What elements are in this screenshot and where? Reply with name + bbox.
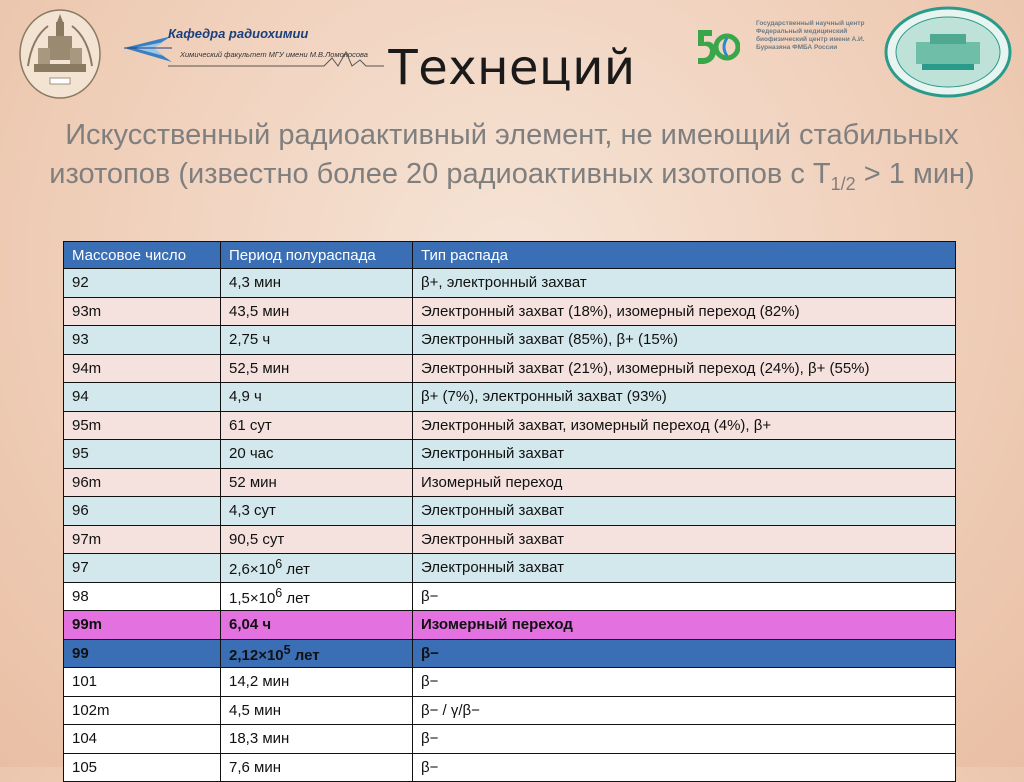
- half-life-unit: лет: [290, 646, 320, 664]
- mass-cell: 94: [64, 383, 221, 412]
- half-life-cell: 43,5 мин: [221, 297, 413, 326]
- half-life-mantissa: 1,5×10: [229, 589, 276, 607]
- table-row: [64, 525, 956, 554]
- table-row: [64, 297, 956, 326]
- half-life-cell: [221, 582, 413, 611]
- decay-cell: Электронный захват: [413, 440, 956, 469]
- table-row: [64, 354, 956, 383]
- half-life-cell: 4,3 сут: [221, 497, 413, 526]
- table-row: [64, 554, 956, 583]
- column-header-decay: Тип распада: [413, 242, 956, 269]
- mass-cell: 102m: [64, 696, 221, 725]
- mass-cell: 101: [64, 668, 221, 697]
- kafedra-title: Кафедра радиохимии: [168, 26, 309, 41]
- decay-cell: Электронный захват: [413, 554, 956, 583]
- column-header-half-life: Период полураспада: [221, 242, 413, 269]
- mass-cell: 96m: [64, 468, 221, 497]
- decay-cell: β+ (7%), электронный захват (93%): [413, 383, 956, 412]
- mass-cell: 93: [64, 326, 221, 355]
- mass-cell: 95: [64, 440, 221, 469]
- mass-cell: 105: [64, 753, 221, 782]
- half-life-cell: 61 сут: [221, 411, 413, 440]
- half-life-cell: [221, 639, 413, 668]
- isotope-table: [63, 241, 956, 782]
- decay-cell: β− / γ/β−: [413, 696, 956, 725]
- half-life-cell: 52,5 мин: [221, 354, 413, 383]
- decay-cell: β−: [413, 668, 956, 697]
- table-header-row: [64, 242, 956, 269]
- decay-cell: Изомерный переход: [413, 468, 956, 497]
- half-life-mantissa: 2,6×10: [229, 561, 276, 579]
- decay-cell: Электронный захват (18%), изомерный переход (82%): [413, 297, 956, 326]
- mass-cell: 97: [64, 554, 221, 583]
- mass-cell: 94m: [64, 354, 221, 383]
- table-row: [64, 696, 956, 725]
- table-row: [64, 269, 956, 298]
- mass-cell: 95m: [64, 411, 221, 440]
- table-row: [64, 326, 956, 355]
- table-row: [64, 383, 956, 412]
- half-life-cell: 90,5 сут: [221, 525, 413, 554]
- decay-cell: β−: [413, 582, 956, 611]
- table-row: [64, 468, 956, 497]
- half-life-cell: 52 мин: [221, 468, 413, 497]
- half-life-exponent: 6: [275, 585, 283, 600]
- half-life-cell: [221, 554, 413, 583]
- slide-subtitle: [30, 116, 994, 204]
- half-life-cell: 6,04 ч: [221, 611, 413, 640]
- table-row: [64, 668, 956, 697]
- table-row: [64, 411, 956, 440]
- decay-cell: Электронный захват (85%), β+ (15%): [413, 326, 956, 355]
- half-life-cell: 7,6 мин: [221, 753, 413, 782]
- table-row: [64, 725, 956, 754]
- half-life-cell: 2,75 ч: [221, 326, 413, 355]
- half-life-exponent: 5: [283, 642, 291, 657]
- mass-cell: 99: [64, 639, 221, 668]
- decay-cell: Электронный захват, изомерный переход (4%), β+: [413, 411, 956, 440]
- mass-cell: 92: [64, 269, 221, 298]
- mass-cell: 97m: [64, 525, 221, 554]
- half-life-unit: лет: [282, 561, 310, 579]
- decay-cell: β+, электронный захват: [413, 269, 956, 298]
- decay-cell: β−: [413, 725, 956, 754]
- table-row: [64, 440, 956, 469]
- fmbc-name-text: Государственный научный центр Федеральный медицинский биофизический центр имени А.И. Бурназяна ФМБА России: [756, 20, 865, 51]
- kafedra-subtitle: Химический факультет МГУ имени М.В.Ломоносова: [180, 50, 368, 59]
- subtitle-text: Искусственный радиоактивный элемент, не имеющий стабильных изотопов (известно более 20 радиоактивных изотопов с T: [49, 119, 959, 190]
- table-row-highlight-99: [64, 639, 956, 668]
- table-row: [64, 497, 956, 526]
- decay-cell: Изомерный переход: [413, 611, 956, 640]
- mass-cell: 98: [64, 582, 221, 611]
- half-life-exponent: 6: [275, 557, 283, 572]
- decay-cell: β−: [413, 753, 956, 782]
- table-row: [64, 582, 956, 611]
- mass-cell: 99m: [64, 611, 221, 640]
- table-row: [64, 753, 956, 782]
- half-life-cell: 4,9 ч: [221, 383, 413, 412]
- half-life-unit: лет: [282, 589, 310, 607]
- mass-cell: 93m: [64, 297, 221, 326]
- half-life-cell: 14,2 мин: [221, 668, 413, 697]
- mass-cell: 96: [64, 497, 221, 526]
- mass-cell: 104: [64, 725, 221, 754]
- table-row-highlight-99m: [64, 611, 956, 640]
- subtitle-text-end: > 1 мин): [855, 158, 975, 190]
- decay-cell: β−: [413, 639, 956, 668]
- column-header-mass: Массовое число: [64, 242, 221, 269]
- decay-cell: Электронный захват (21%), изомерный переход (24%), β+ (55%): [413, 354, 956, 383]
- half-life-cell: 20 час: [221, 440, 413, 469]
- slide-title: Технеций: [388, 40, 636, 96]
- decay-cell: Электронный захват: [413, 525, 956, 554]
- half-life-mantissa: 2,12×10: [229, 646, 284, 664]
- half-life-cell: 4,5 мин: [221, 696, 413, 725]
- half-life-cell: 4,3 мин: [221, 269, 413, 298]
- half-life-cell: 18,3 мин: [221, 725, 413, 754]
- subtitle-subscript: 1/2: [830, 173, 856, 194]
- decay-cell: Электронный захват: [413, 497, 956, 526]
